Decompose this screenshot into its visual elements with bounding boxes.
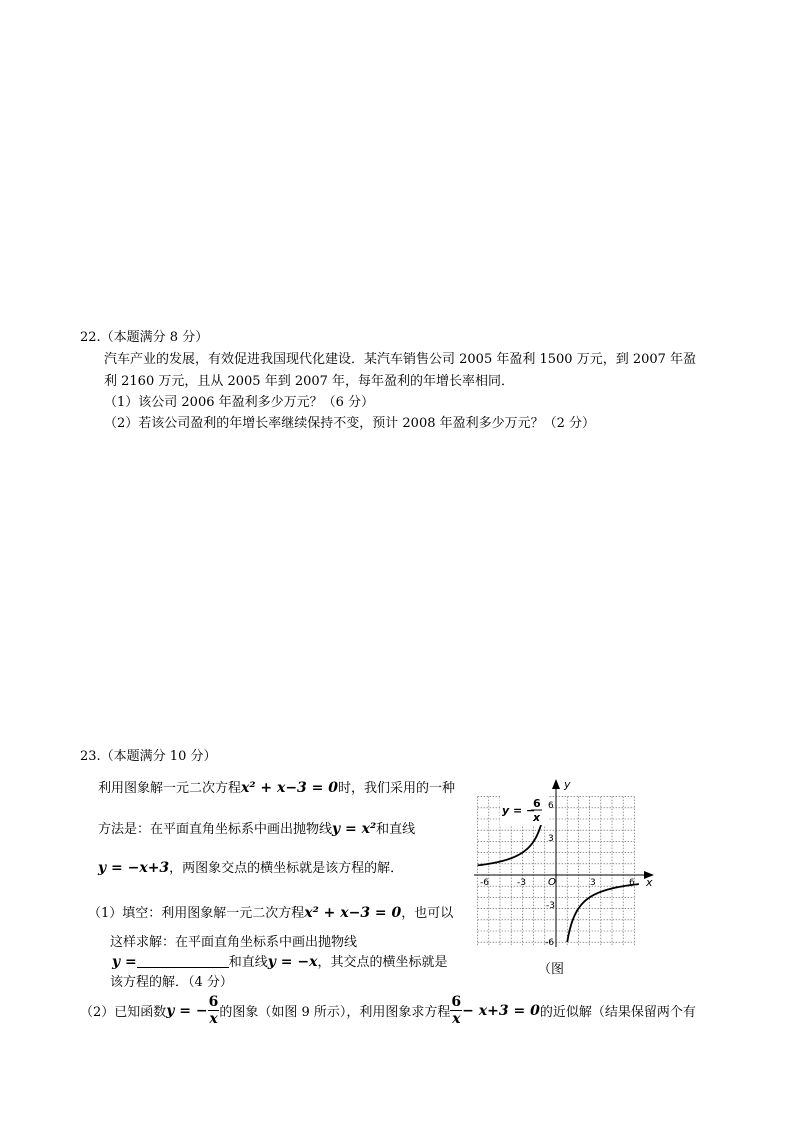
q23-equation-1: x² + x−3 = 0	[241, 780, 339, 796]
q22-text-line2: 利 2160 万元，且从 2005 年到 2007 年，每年盈利的年增长率相同．	[104, 374, 515, 389]
hyperbola-branch-right	[567, 884, 639, 942]
figure-caption: （图	[538, 962, 565, 977]
q23-part1-line2: 这样求解：在平面直角坐标系中画出抛物线	[110, 935, 358, 950]
origin-label: O	[548, 877, 556, 888]
y-tick-6: 6	[548, 801, 554, 811]
q23-answer-blank[interactable]	[137, 954, 229, 968]
q22-header: 22.（本题满分 8 分）	[80, 330, 209, 345]
q23-part2-y-equals: y = −	[166, 1002, 208, 1019]
fraction-denominator: x	[452, 1011, 461, 1027]
q23-method-line2	[98, 857, 403, 876]
q23-part2-text-c: 的近似解（结果保留两个有	[539, 1005, 696, 1020]
function-graph-figure	[472, 775, 662, 950]
y-tick-neg3: -3	[546, 901, 555, 911]
q22-part2: （2）若该公司盈利的年增长率继续保持不变，预计 2008 年盈利多少万元？（2 分）	[104, 416, 596, 431]
x-axis-label: x	[646, 876, 653, 889]
x-tick-6: 6	[629, 878, 635, 888]
curve-label-prefix: y = −	[502, 804, 536, 817]
q23-intro-text-b: 时，我们采用的一种	[338, 781, 456, 796]
q23-part1-line3	[112, 951, 447, 970]
q23-line-equation-2: y = −x	[267, 954, 318, 970]
q23-part1-text-a: （1）填空：利用图象解一元二次方程	[88, 906, 305, 921]
y-tick-3: 3	[548, 834, 554, 844]
q22-text-line1: 汽车产业的发展，有效促进我国现代化建设．某汽车销售公司 2005 年盈利 1500 万元，到 2007 年盈	[104, 352, 697, 367]
q23-intro-text-a: 利用图象解一元二次方程	[98, 781, 242, 796]
fraction-numerator: 6	[451, 994, 462, 1010]
q23-part2-fraction-2	[450, 994, 462, 1027]
q23-method	[98, 818, 415, 837]
q23-header: 23.（本题满分 10 分）	[80, 749, 217, 764]
q23-part2	[80, 994, 696, 1027]
q23-part1-text-d: ，其交点的横坐标就是	[317, 955, 448, 970]
x-tick-neg3: -3	[517, 878, 526, 888]
q23-method-text-b: 和直线	[376, 822, 416, 837]
q23-part2-equation-rest: − x+3 = 0	[462, 1002, 540, 1019]
q23-line-equation-1: y = −x+3	[98, 860, 170, 876]
q23-intro	[98, 777, 455, 796]
q23-parabola-equation: y = x²	[332, 821, 377, 837]
q23-part2-text-a: （2）已知函数	[80, 1005, 167, 1020]
x-tick-3: 3	[590, 878, 596, 888]
q23-part1-text-b: ，也可以	[401, 906, 454, 921]
q23-equation-2: x² + x−3 = 0	[304, 905, 402, 921]
q23-method-text-c: ，两图象交点的横坐标就是该方程的解．	[169, 861, 404, 876]
y-tick-neg6: -6	[545, 938, 554, 948]
q23-part1-line4: 该方程的解．（4 分）	[110, 975, 233, 990]
y-axis-label: y	[564, 778, 571, 791]
fraction-numerator: 6	[208, 994, 219, 1010]
q23-y-equals: y =	[112, 954, 137, 970]
curve-label-numerator: 6	[533, 797, 541, 810]
x-tick-neg6: -6	[480, 878, 489, 888]
q23-part2-text-b: 的图象（如图 9 所示），利用图象求方程	[219, 1005, 451, 1020]
q23-method-text-a: 方法是：在平面直角坐标系中画出抛物线	[98, 822, 333, 837]
y-axis-arrow	[552, 779, 560, 789]
q23-part1	[88, 902, 453, 921]
curve-label-denominator: x	[533, 811, 541, 824]
q23-part2-fraction-1	[208, 994, 220, 1027]
q23-part1-text-c: 和直线	[228, 955, 268, 970]
q22-part1: （1）该公司 2006 年盈利多少万元？（6 分）	[104, 395, 375, 410]
fraction-denominator: x	[209, 1011, 218, 1027]
